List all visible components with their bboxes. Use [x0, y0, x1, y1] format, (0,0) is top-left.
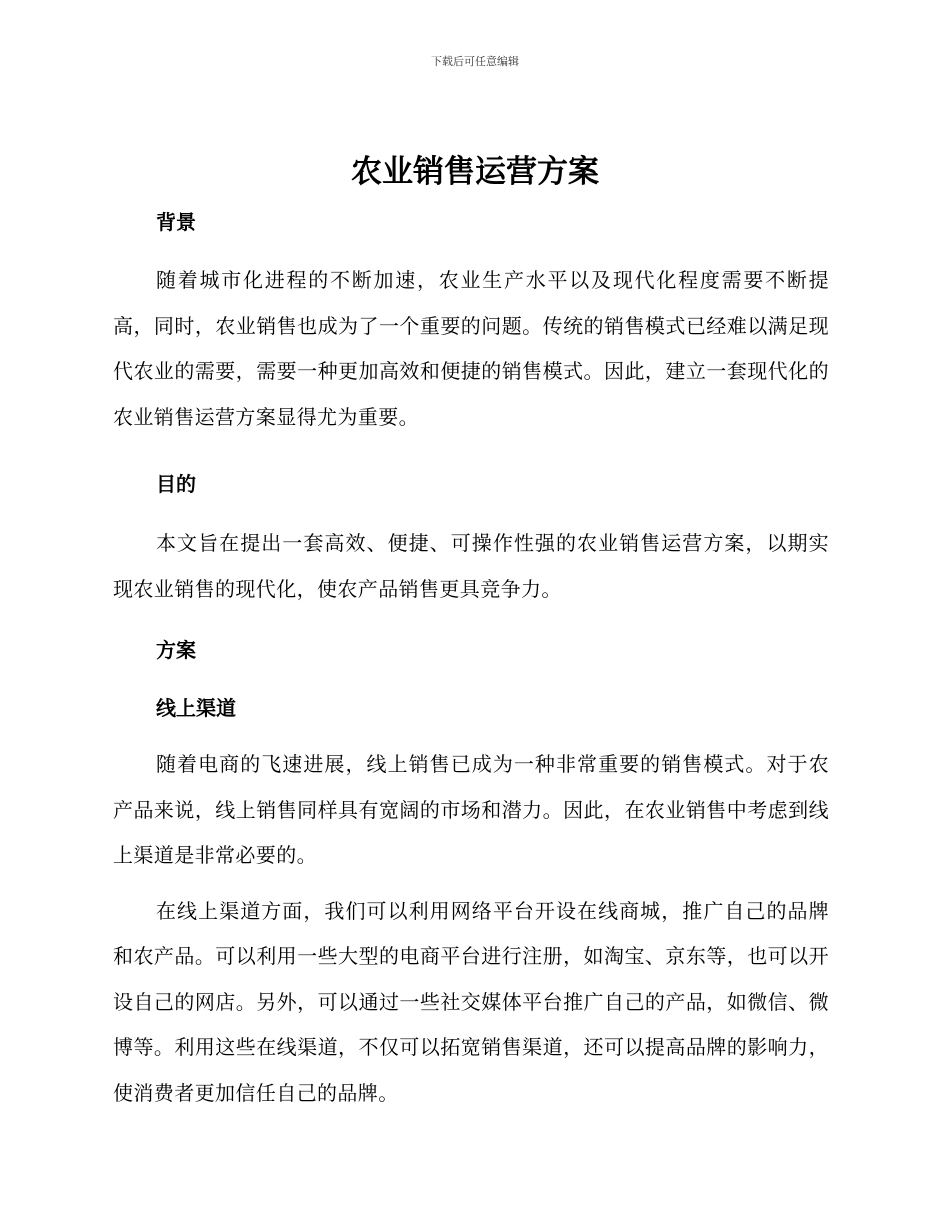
section-heading-background: 背景 [156, 210, 196, 234]
section-online-channels [113, 686, 829, 1116]
document-body [113, 200, 829, 1116]
paragraph-background: 随着城市化进程的不断加速，农业生产水平以及现代化程度需要不断提高，同时，农业销售也成为了一个重要的问题。传统的销售模式已经难以满足现代农业的需要，需要一种更加高效和便捷的销售模式。因此，建立一套现代化的农业销售运营方案显得尤为重要。 [113, 268, 829, 429]
paragraph-online-channels-1: 随着电商的飞速进展，线上销售已成为一种非常重要的销售模式。对于农产品来说，线上销售同样具有宽阔的市场和潜力。因此，在农业销售中考虑到线上渠道是非常必要的。 [113, 752, 829, 867]
section-heading-plan: 方案 [156, 638, 196, 662]
section-purpose [113, 462, 829, 612]
section-background [113, 200, 829, 440]
page-header-note: 下载后可任意编辑 [431, 55, 519, 68]
section-plan [113, 628, 829, 672]
document-title: 农业销售运营方案 [351, 154, 599, 190]
paragraph-purpose: 本文旨在提出一套高效、便捷、可操作性强的农业销售运营方案，以期实现农业销售的现代化，使农产品销售更具竞争力。 [113, 531, 829, 601]
paragraph-online-channels-2: 在线上渠道方面，我们可以利用网络平台开设在线商城，推广自己的品牌和农产品。可以利用一些大型的电商平台进行注册，如淘宝、京东等，也可以开设自己的网店。另外，可以通过一些社交媒体平台推广自己的产品，如微信、微博等。利用这些在线渠道，不仅可以拓宽销售渠道，还可以提高品牌的影响力，使消费者更加信任自己的品牌。 [113, 898, 829, 1105]
section-heading-purpose: 目的 [156, 472, 196, 496]
section-heading-online-channels: 线上渠道 [156, 696, 236, 720]
